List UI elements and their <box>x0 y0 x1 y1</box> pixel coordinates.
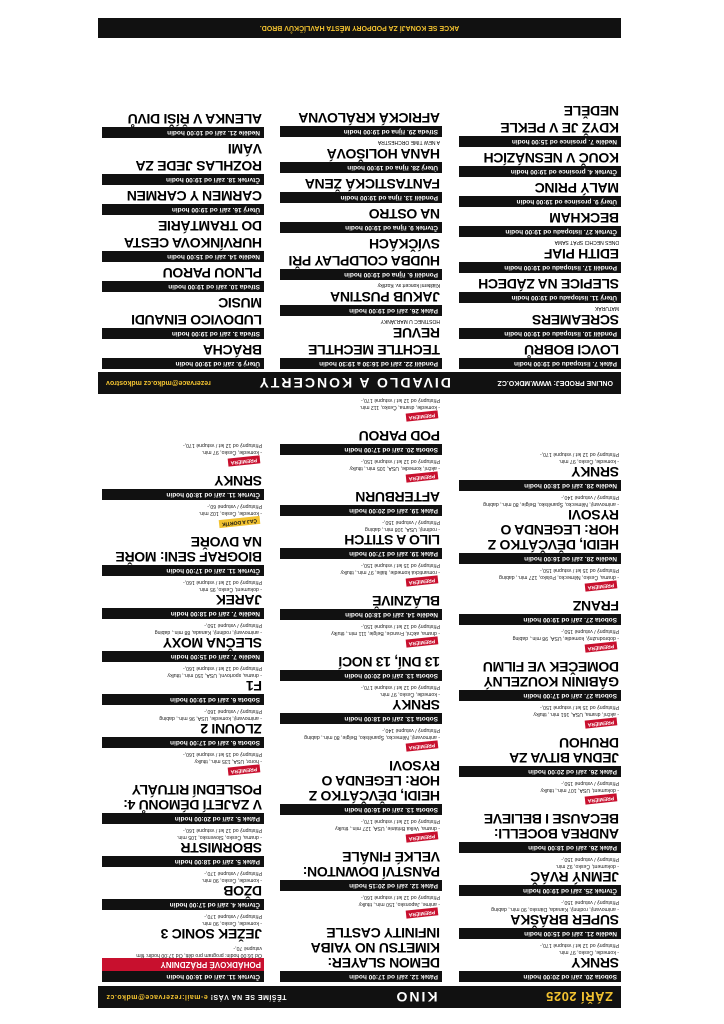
film-title: V ZAJETÍ DÉMONŮ 4: POSLEDNÍ RITUÁLY <box>123 782 262 813</box>
film-info: - drama, sportovní, USA, 150 min., titulky <box>167 672 262 678</box>
film-info: - drama, akční, Francie, Belgie, 111 min., titulky <box>331 630 440 636</box>
film-title: FRANZ <box>573 598 619 614</box>
screening-date: Neděle 7. září od 15:00 hodin <box>102 651 264 662</box>
film-price: Přístupný od 15 let / vstupné 150,- <box>539 704 619 710</box>
event-date: Úterý 11. listopadu od 19:00 hodin <box>459 292 621 303</box>
film-price: Přístupný od 12 let / vstupné 160,- <box>182 579 262 585</box>
film-info: - komedie, Česko, 90 min. <box>201 920 262 926</box>
premiere-badge: ČAJ A DORTÍK <box>219 516 261 528</box>
film-price: Přístupný od 15 let / vstupné 150,- <box>539 567 619 573</box>
film-title: F1 <box>246 678 262 694</box>
premiere-badge: PREMIÉRA <box>405 410 438 421</box>
event-subtitle: Klášterní koncert sv. Kozlíky <box>377 282 440 288</box>
event-listing <box>102 341 264 369</box>
event-listing <box>280 235 442 280</box>
event-title: MALÝ PRINC <box>534 180 619 196</box>
film-info: - drama, Česko, Německo, Polsko, 127 min., dabing <box>499 574 619 580</box>
film-title: HEIDI, DĚVČÁTKO Z HOR: LEGENDA O RYSOVI <box>308 758 440 804</box>
screening-date: Čtvrtek 4. září od 17:00 hodin <box>102 899 264 910</box>
film-listing <box>459 855 621 896</box>
film-info: - horor, USA, 135 min., titulky <box>194 758 262 764</box>
theatre-contact <box>106 380 211 387</box>
theatre-column-1 <box>102 108 264 369</box>
event-date: Čtvrtek 4. prosince od 19:00 hodin <box>459 166 621 177</box>
film-info: - akční, komedie, USA, 105 min., titulky <box>349 465 440 471</box>
premiere-badge: PREMIÉRA <box>405 740 438 751</box>
film-info: - animovaný, rodinný, Kanada, 88 min., dabing <box>154 629 262 635</box>
film-info: - komedie, Česko, 97 min. <box>201 449 262 455</box>
premiere-badge: PREMIÉRA <box>405 575 438 586</box>
film-listing <box>280 396 442 455</box>
film-price: Přístupný / vstupné 160,- <box>204 708 262 714</box>
film-listing <box>102 441 264 500</box>
event-subtitle: DNES NECHCI SPÁT SAMA <box>554 239 619 245</box>
social-handle[interactable]: mdkostrov <box>106 379 142 387</box>
film-listing <box>459 566 621 625</box>
premiere-badge: PREMIÉRA <box>227 455 260 466</box>
event-title: TECHTLE MECHTLE REVUE <box>308 325 440 358</box>
theatre-email[interactable]: rezervace@mdko.cz <box>143 379 211 387</box>
screening-date: Neděle 28. září od 16:00 hodin <box>459 553 621 564</box>
film-price: Přístupný / vstupné 150,- <box>561 899 619 905</box>
film-info: - drama, Velká Británie, USA, 127 min., titulky <box>335 825 440 831</box>
screening-date: Pátek 19. září od 17:00 hodin <box>280 548 442 559</box>
film-title: JAREK <box>216 592 262 608</box>
film-price: Přístupný od 12 let / vstupné 150,- <box>360 623 440 629</box>
screening-date: Pátek 26. září od 18:00 hodin <box>459 842 621 853</box>
event-date: Čtvrtek 27. listopadu od 19:00 hodin <box>459 226 621 237</box>
event-subtitle: MATURÁK <box>594 305 619 311</box>
event-listing <box>459 149 621 177</box>
film-price: Přístupný od 12 let / vstupné 160,- <box>182 827 262 833</box>
film-listing <box>459 779 621 853</box>
screening-date: Neděle 14. září od 18:00 hodin <box>280 609 442 620</box>
film-price: Přístupný od 15 let / vstupné 160,- <box>182 751 262 757</box>
screening-date: Sobota 20. září od 17:00 hodin <box>280 444 442 455</box>
event-listing <box>102 110 264 138</box>
screening-date: Čtvrtek 11. září od 16:00 hodin <box>102 971 264 982</box>
film-price: Přístupný od 12 let / vstupné 160,- <box>360 894 440 900</box>
tagline: TĚŠÍME SE NA VÁS! <box>210 993 287 1001</box>
screening-date: Sobota 6. září od 19:00 hodin <box>102 694 264 705</box>
film-title: ANDREA BOCELLI: BECAUSE I BELIEVE <box>484 811 619 842</box>
event-listing <box>459 341 621 369</box>
film-info: - dokument, USA, 107 min., titulky <box>540 787 619 793</box>
film-info: - rodinný, USA, 108 min., dabing <box>365 526 440 532</box>
screening-date: Pátek 19. září od 20:00 hodin <box>280 505 442 516</box>
event-date: Úterý 16. září od 19:00 hodin <box>102 204 264 215</box>
event-date: Neděle 14. září od 15:00 hodin <box>102 251 264 262</box>
film-listing <box>459 941 621 982</box>
film-price: Přístupný / vstupné 140,- <box>561 494 619 500</box>
event-date: Pondělí 6. října od 19:00 hodin <box>280 269 442 280</box>
film-listing <box>459 703 621 777</box>
event-listing <box>459 275 621 303</box>
film-info: - animovaný, Německo, Španělsko, Belgie, 80 min., dabing <box>483 501 619 507</box>
film-price: Přístupný / vstupné 150,- <box>561 856 619 862</box>
support-note: AKCE SE KONAJÍ ZA PODPORY MĚSTA HAVLÍČKŮV BROD. <box>259 24 460 32</box>
event-title: FANTASTICKÁ ŽENA <box>305 176 440 192</box>
event-listing <box>102 187 264 215</box>
film-price: Přístupný / vstupné 170,- <box>204 870 262 876</box>
event-listing <box>280 175 442 203</box>
film-title: SBORMISTR <box>180 840 262 856</box>
film-price: Přístupný od 12 let / vstupné 170,- <box>539 451 619 457</box>
film-title: DŽOB <box>223 883 262 899</box>
film-title: BIOGRAF SENI: MOŘE NA DVOŘE <box>115 534 262 565</box>
film-listing <box>102 578 264 619</box>
film-price: vstupné 70,- <box>233 945 262 951</box>
screening-date: Čtvrtek 25. září od 19:00 hodin <box>459 885 621 896</box>
film-price: Přístupný / vstupné 170,- <box>204 913 262 919</box>
cinema-column-1 <box>102 439 264 982</box>
premiere-badge: PREMIÉRA <box>405 636 438 647</box>
film-info: - komedie, Česko, 97 min. <box>558 949 619 955</box>
film-title: SRNKY <box>571 955 619 971</box>
theatre-section-title: DIVADLO A KONCERTY <box>257 375 451 391</box>
event-listing <box>459 305 621 339</box>
film-listing <box>459 898 621 939</box>
event-date: Čtvrtek 18. září od 19:00 hodin <box>102 174 264 185</box>
screening-date: Sobota 13. září od 18:00 hodin <box>280 713 442 724</box>
film-info: - drama, Česko, Slovensko, 105 min. <box>176 834 262 840</box>
film-listing <box>280 518 442 559</box>
event-date: Neděle 21. září od 10:00 hodin <box>102 127 264 138</box>
film-title: SUPER BRÁŠKA <box>510 912 619 928</box>
film-info: - animovaný, komedie, USA, 96 min., dabing <box>159 715 262 721</box>
film-price: Přístupný od 12 let / vstupné 150,- <box>360 458 440 464</box>
event-date: Středa 10. září od 19:00 hodin <box>102 281 264 292</box>
event-listing <box>102 294 264 339</box>
film-info: - romantická komedie, Itálie, 97 min., titulky <box>340 569 440 575</box>
premiere-badge: PREMIÉRA <box>584 641 617 652</box>
event-title: ROZHLAS JEDE ZA VÁMI <box>136 141 262 174</box>
event-date: Čtvrtek 9. října od 19:00 hodin <box>280 222 442 233</box>
event-title: KOUČ V NESNÁZÍCH <box>483 150 619 166</box>
film-title: SRNKY <box>214 473 262 489</box>
footer-band <box>98 18 621 38</box>
event-title: JAKUB PUSTINA <box>330 289 440 305</box>
film-listing <box>280 817 442 891</box>
screening-date: Sobota 27. září od 17:00 hodin <box>459 690 621 701</box>
event-title: EDITH PIAF <box>544 246 619 262</box>
film-title: DEMON SLAYER: KIMETSU NO YAIBA INFINITY CASTLE <box>311 925 440 971</box>
film-price: Přístupný / vstupné 140,- <box>382 727 440 733</box>
film-listing <box>459 493 621 564</box>
screening-date: Pátek 12. září od 17:00 hodin <box>280 971 442 982</box>
film-listing <box>102 944 264 982</box>
film-info: Od 16:00 hodin: program pro děti, Od 17:00 hodin: film <box>136 952 262 958</box>
screening-date: Pátek 5. září od 18:00 hodin <box>102 856 264 867</box>
screening-date: Sobota 20. září od 20:00 hodin <box>459 971 621 982</box>
special-program-title: POHÁDKOVÉ PRÁZDNINY <box>102 958 264 971</box>
event-date: Úterý 9. prosince od 19:00 hodin <box>459 196 621 207</box>
online-sale[interactable]: ONLINE PRODEJ: WWW.MDKO.CZ <box>497 379 613 387</box>
theatre-column-2 <box>280 107 442 369</box>
event-date: Pondělí 13. října od 19:00 hodin <box>280 192 442 203</box>
screening-date: Neděle 28. září od 18:00 hodin <box>459 480 621 491</box>
film-title: GÁBININ KOUZELNÝ DOMEČEK VE FILMU <box>483 659 619 690</box>
film-listing <box>102 750 264 824</box>
film-info: - komedie, Česko, 90 min. <box>201 877 262 883</box>
film-listing <box>459 627 621 701</box>
event-title: HUDBA COLDPLAY PŘI SVÍČKÁCH <box>288 236 440 269</box>
screening-date: Čtvrtek 11. září od 17:00 hodin <box>102 565 264 576</box>
screening-date: Sobota 27. září od 19:00 hodin <box>459 614 621 625</box>
film-listing <box>102 826 264 867</box>
film-title: BLÁZNIVĚ <box>372 593 440 609</box>
film-title: SLEČNA MOXY <box>163 635 262 651</box>
film-price: Přístupný / vstupné 150,- <box>204 622 262 628</box>
event-date: Pondělí 10. listopadu od 19:00 hodin <box>459 328 621 339</box>
film-price: Přístupný / vstupné 150,- <box>561 780 619 786</box>
screening-date: Pátek 5. září od 20:00 hodin <box>102 813 264 824</box>
film-title: LILO A STITCH <box>344 532 440 548</box>
event-listing <box>280 205 442 233</box>
film-listing <box>102 621 264 662</box>
film-listing <box>102 502 264 576</box>
film-listing <box>102 664 264 705</box>
event-date: Středa 3. září od 19:00 hodin <box>102 328 264 339</box>
cinema-column-3 <box>459 448 621 982</box>
event-listing <box>280 318 442 369</box>
event-listing <box>102 217 264 262</box>
screening-date: Čtvrtek 11. září od 18:00 hodin <box>102 489 264 500</box>
film-info: - anime, Japonsko, 150 min., titulky <box>358 901 440 907</box>
film-title: PANSTVÍ DOWNTON: VELKÉ FINÁLE <box>302 849 440 880</box>
event-title: PLNOU PAROU <box>162 265 262 281</box>
film-title: HEIDI, DĚVČÁTKO Z HOR: LEGENDA O RYSOVI <box>487 507 619 553</box>
film-listing <box>280 622 442 681</box>
event-title: NA OSTRO <box>369 206 440 222</box>
event-title: HURVÍNKOVA CESTA DO TRAMTÁRIE <box>124 218 262 251</box>
premiere-badge: PREMIÉRA <box>405 831 438 842</box>
film-info: - animovaný, rodinný, Kanada, Dánsko, 90 min., dabing <box>491 906 619 912</box>
film-title: POD PAROU <box>358 428 440 444</box>
film-listing <box>280 457 442 516</box>
event-listing <box>459 209 621 237</box>
header-contact <box>106 994 286 1001</box>
film-info: - dokument, Česko, 95 min. <box>198 586 262 592</box>
event-subtitle: HOSTINEC U MARJÁNKY <box>380 318 440 324</box>
screening-date: Pátek 12. září od 20:15 hodin <box>280 880 442 891</box>
film-price: Přístupný / vstupné 150,- <box>561 628 619 634</box>
event-title: ALENKA V ŘÍŠI DIVŮ <box>127 111 262 127</box>
film-title: AFTERBURN <box>355 489 440 505</box>
event-subtitle: A NEW TIME ORCHESTRA <box>377 139 440 145</box>
event-date: Pátek 7. listopadu od 19:00 hodin <box>459 358 621 369</box>
film-info: - dokument, Česko, 92 min. <box>555 863 619 869</box>
premiere-badge: PREMIÉRA <box>584 580 617 591</box>
event-date: Středa 29. října od 19:00 hodin <box>280 126 442 137</box>
event-title: KDYŽ JE V PEKLE NEDĚLE <box>500 103 619 136</box>
month-label: ZÁŘÍ 2025 <box>545 989 613 1005</box>
event-title: HANA HOLIŠOVÁ <box>326 146 440 162</box>
film-listing <box>280 726 442 815</box>
theatre-header-band <box>98 372 621 394</box>
screening-date: Sobota 13. září od 16:00 hodin <box>280 804 442 815</box>
film-title: SRNKY <box>571 464 619 480</box>
film-price: Přístupný od 12 let / vstupné 170,- <box>360 684 440 690</box>
cinema-section-title: KINO <box>394 989 438 1005</box>
event-listing <box>459 102 621 147</box>
event-title: BECKHAM <box>549 210 619 226</box>
event-listing <box>102 140 264 185</box>
cinema-column-2 <box>280 394 442 982</box>
film-price: Přístupný / vstupné 150,- <box>382 519 440 525</box>
event-listing <box>459 179 621 207</box>
event-date: Pátek 26. září od 19:00 hodin <box>280 305 442 316</box>
event-listing <box>280 139 442 173</box>
screening-date: Sobota 6. září od 17:00 hodin <box>102 737 264 748</box>
film-price: Přístupný od 12 let / vstupné 170,- <box>182 442 262 448</box>
event-title: SCREAMERS <box>532 312 619 328</box>
film-title: JEMNÝ RVÁČ <box>530 869 619 885</box>
film-info: - komedie, Česko, 97 min. <box>558 458 619 464</box>
film-price: Přístupný od 15 let / vstupné 150,- <box>360 562 440 568</box>
film-listing <box>459 450 621 491</box>
theatre-column-3 <box>459 100 621 369</box>
event-date: Úterý 28. října od 19:00 hodin <box>280 162 442 173</box>
film-title: JEDNA BITVA ZA DRUHOU <box>509 735 619 766</box>
film-info: - komedie, drama, Česko, 112 min. <box>359 404 440 410</box>
film-listing <box>280 561 442 620</box>
event-date: Pondělí 22. září od 16:30 a 19:30 hodin <box>280 358 442 369</box>
event-date: Úterý 9. září od 19:00 hodin <box>102 358 264 369</box>
premiere-badge: PREMIÉRA <box>584 717 617 728</box>
event-title: CARMEN Y CARMEN <box>127 188 262 204</box>
premiere-badge: PREMIÉRA <box>584 793 617 804</box>
film-price: Přístupný od 12 let / vstupné 170,- <box>539 942 619 948</box>
film-listing <box>102 869 264 910</box>
event-listing <box>459 239 621 273</box>
event-title: LOVCI BOBRŮ <box>524 342 619 358</box>
screening-date: Pátek 26. září od 20:00 hodin <box>459 766 621 777</box>
screening-date: Neděle 7. září od 18:00 hodin <box>102 608 264 619</box>
film-price: Přístupný / vstupné 60,- <box>207 503 262 509</box>
film-title: SRNKY <box>392 697 440 713</box>
premiere-badge: PREMIÉRA <box>227 764 260 775</box>
event-title: AFRICKÁ KRÁLOVNA <box>298 110 440 126</box>
film-listing <box>102 707 264 748</box>
screening-date: Neděle 21. září od 15:00 hodin <box>459 928 621 939</box>
film-info: - komedie, Česko, 102 min. <box>198 510 262 516</box>
event-title: LUDOVICO EINAUDI MUSIC <box>131 295 262 328</box>
film-listing <box>280 683 442 724</box>
film-price: Přístupný od 12 let / vstupné 170,- <box>360 397 440 403</box>
event-title: BRÁCHA <box>203 342 262 358</box>
event-date: Pondělí 17. listopadu od 19:00 hodin <box>459 262 621 273</box>
screening-date: Sobota 13. září od 20:00 hodin <box>280 670 442 681</box>
film-price: Přístupný od 12 let / vstupné 160,- <box>182 665 262 671</box>
email: e-mail:rezervace@mdko.cz <box>106 993 208 1001</box>
film-title: JEŽEK SONIC 3 <box>160 926 262 942</box>
film-info: - animovaný, Německo, Španělsko, Belgie, 80 min., dabing <box>304 734 440 740</box>
film-listing <box>280 893 442 982</box>
film-title: ZLOUNI 2 <box>200 721 262 737</box>
film-price: Přístupný od 12 let / vstupné 170,- <box>360 818 440 824</box>
event-listing <box>280 282 442 316</box>
film-listing <box>102 912 264 942</box>
event-listing <box>102 264 264 292</box>
premiere-badge: PREMIÉRA <box>405 907 438 918</box>
film-title: 13 DNÍ, 13 NOCÍ <box>338 654 440 670</box>
cinema-header-band <box>98 986 621 1008</box>
film-info: - akční, drama, USA, 161 min., titulky <box>533 711 619 717</box>
event-title: SLEPICE NA ZÁDECH <box>478 276 619 292</box>
film-info: - komedie, Česko, 97 min. <box>379 691 440 697</box>
premiere-badge: PREMIÉRA <box>405 471 438 482</box>
event-date: Neděle 7. prosince od 15:00 hodin <box>459 136 621 147</box>
event-listing <box>280 109 442 137</box>
film-info: - dobrodružný, komedie, USA, 98 min., dabing <box>512 635 619 641</box>
